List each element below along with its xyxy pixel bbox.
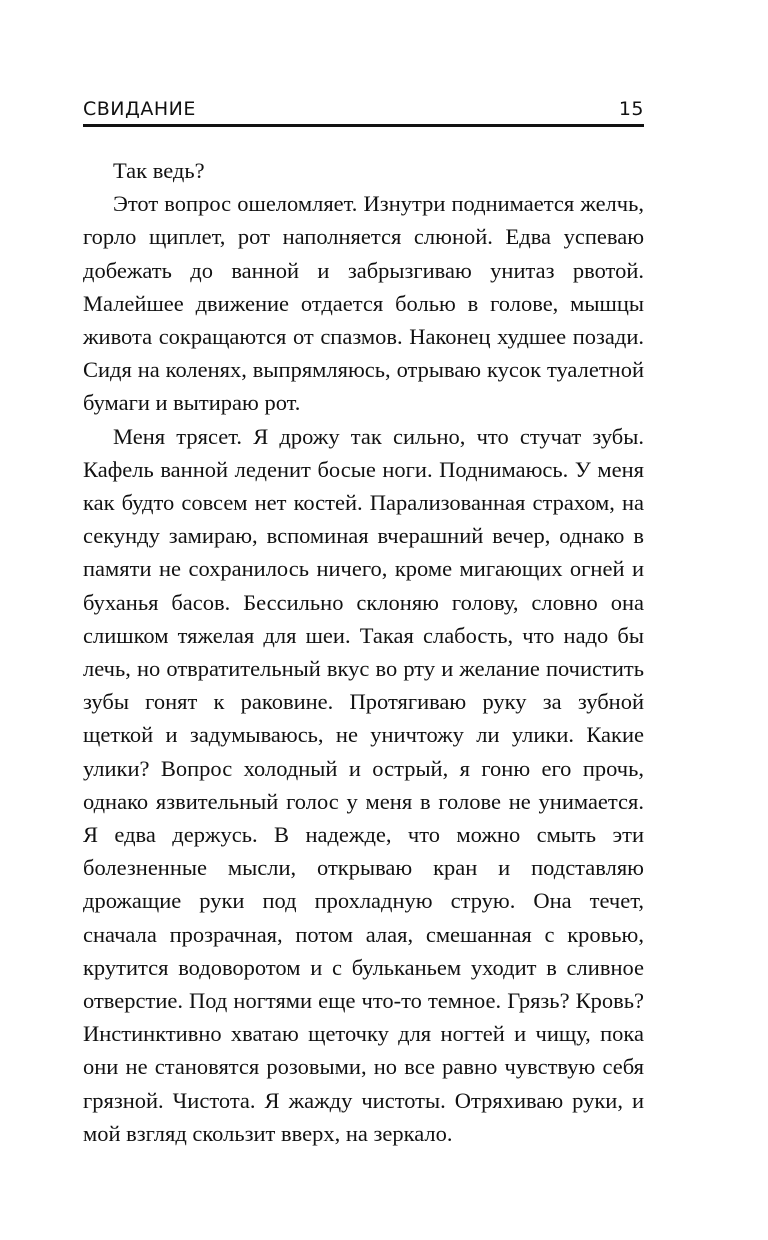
chapter-title: СВИДАНИЕ [83,98,196,120]
body-text [83,154,644,1150]
header-rule [83,124,644,127]
paragraph: Меня трясет. Я дрожу так сильно, что стучат зубы. Кафель ванной леденит босые ноги. Поднимаюсь. У меня как будто совсем нет костей. Парализованная страхом, на секунду замираю, вспоминая вчерашний вечер, однако в памяти не сохранилось ничего, кроме мигающих огней и буханья басов. Бессильно склоняю голову, словно она слишком тяжелая для шеи. Такая слабость, что надо бы лечь, но отвратительный вкус во рту и желание почистить зубы гонят к раковине. Протягиваю руку за зубной щеткой и задумываюсь, не уничтожу ли улики. Какие улики? Вопрос холодный и острый, я гоню его прочь, однако язвительный голос у меня в голове не унимается. Я едва держусь. В надежде, что можно смыть эти болезненные мысли, открываю кран и подставляю дрожащие руки под прохладную струю. Она течет, сначала прозрачная, потом алая, смешанная с кровью, крутится водоворотом и с бульканьем уходит в сливное отверстие. Под ногтями еще что-то темное. Грязь? Кровь? Инстинктивно хватаю щеточку для ногтей и чищу, пока они не становятся розовыми, но все равно чувствую себя грязной. Чистота. Я жажду чистоты. Отряхиваю руки, и мой взгляд скользит вверх, на зеркало. [83,423,644,1146]
paragraph: Этот вопрос ошеломляет. Изнутри поднимается желчь, горло щиплет, рот наполняется слюной. Едва успеваю добежать до ванной и забрызгиваю унитаз рвотой. Малейшее движение отдается болью в голове, мышцы живота сокращаются от спазмов. Наконец худшее позади. Сидя на коленях, выпрямляюсь, отрываю кусок туалетной бумаги и вытираю рот. [83,191,644,416]
paragraph: Так ведь? [113,158,205,183]
running-header [83,96,644,124]
page-number: 15 [618,98,644,120]
